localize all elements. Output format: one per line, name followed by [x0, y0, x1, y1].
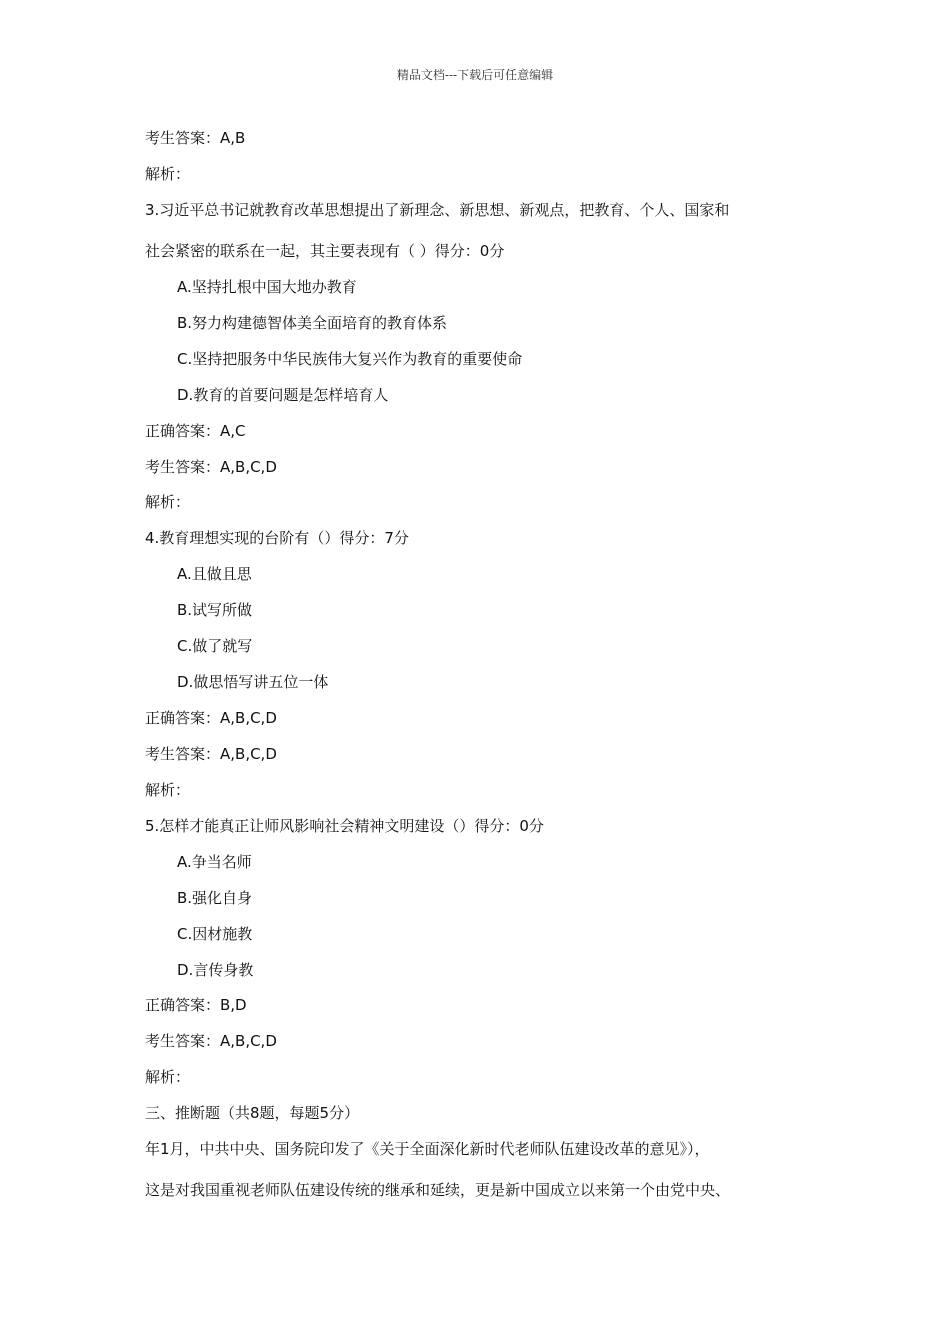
section-heading: 三、推断题（共8题，每题5分） — [145, 1104, 360, 1122]
correct-answer: 正确答案：A,C — [145, 422, 246, 440]
option-b: B.努力构建德智体美全面培育的教育体系 — [177, 314, 448, 332]
student-answer: 考生答案：A,B — [145, 129, 246, 147]
option-c: C.做了就写 — [177, 637, 253, 655]
analysis-label: 解析： — [145, 165, 191, 183]
option-b: B.试写所做 — [177, 601, 253, 619]
paragraph-line: 这是对我国重视老师队伍建设传统的继承和延续，更是新中国成立以来第一个由党中央、 — [145, 1181, 731, 1199]
option-c: C.因材施教 — [177, 925, 253, 943]
analysis-label: 解析： — [145, 493, 191, 511]
option-c: C.坚持把服务中华民族伟大复兴作为教育的重要使命 — [177, 350, 523, 368]
correct-answer: 正确答案：A,B,C,D — [145, 709, 277, 727]
option-d: D.言传身教 — [177, 961, 254, 979]
option-d: D.教育的首要问题是怎样培育人 — [177, 386, 389, 404]
correct-answer: 正确答案：B,D — [145, 996, 247, 1014]
option-a: A.坚持扎根中国大地办教育 — [177, 278, 357, 296]
option-a: A.且做且思 — [177, 565, 252, 583]
option-b: B.强化自身 — [177, 889, 253, 907]
page-header: 精品文档---下载后可任意编辑 — [396, 68, 554, 82]
student-answer: 考生答案：A,B,C,D — [145, 1032, 277, 1050]
question-text-cont: 社会紧密的联系在一起，其主要表现有（ ）得分：0分 — [145, 242, 505, 260]
student-answer: 考生答案：A,B,C,D — [145, 745, 277, 763]
question-text: 5.怎样才能真正让师风影响社会精神文明建设（）得分：0分 — [145, 817, 544, 835]
analysis-label: 解析： — [145, 781, 191, 799]
paragraph-line: 年1月，中共中央、国务院印发了《关于全面深化新时代老师队伍建设改革的意见》）， — [145, 1140, 710, 1158]
option-d: D.做思悟写讲五位一体 — [177, 673, 329, 691]
student-answer: 考生答案：A,B,C,D — [145, 458, 277, 476]
question-text: 3.习近平总书记就教育改革思想提出了新理念、新思想、新观点，把教育、个人、国家和 — [145, 201, 730, 219]
option-a: A.争当名师 — [177, 853, 252, 871]
analysis-label: 解析： — [145, 1068, 191, 1086]
question-text: 4.教育理想实现的台阶有（）得分：7分 — [145, 529, 409, 547]
